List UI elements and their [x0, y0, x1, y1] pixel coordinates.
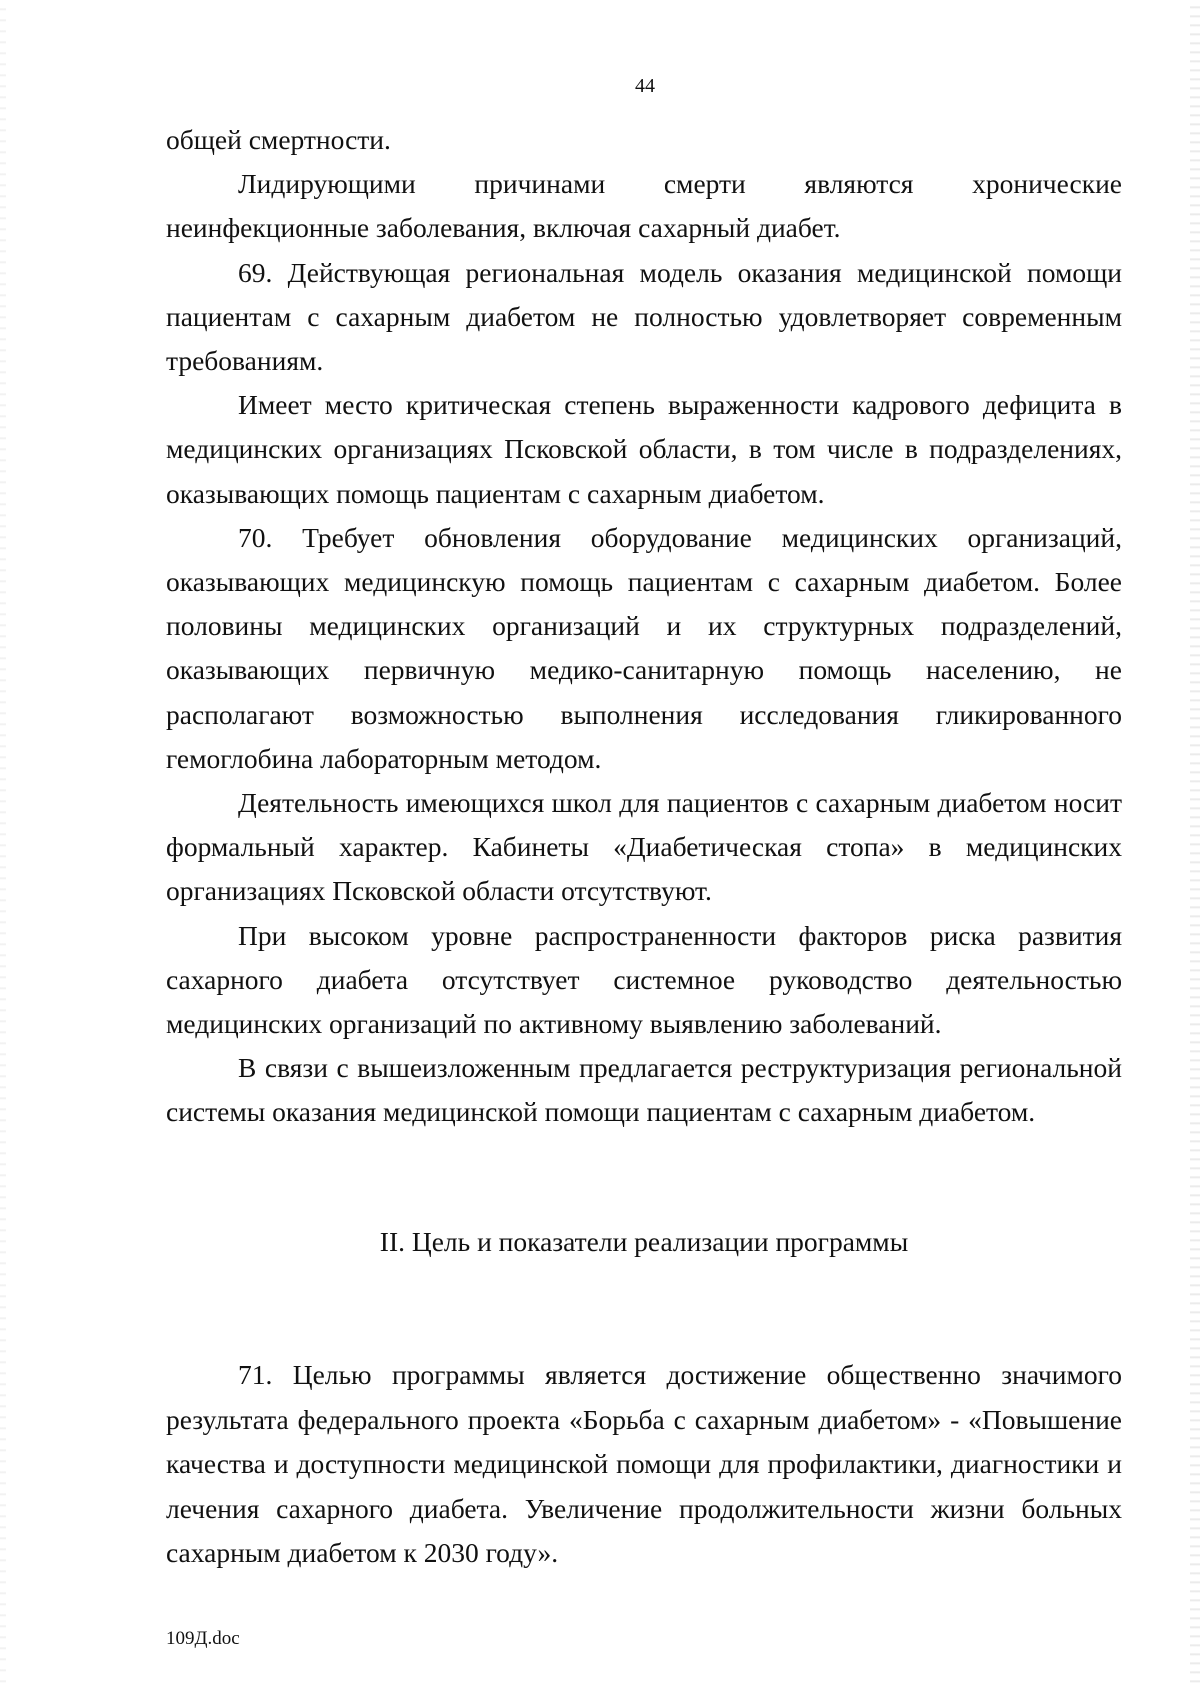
- paragraph: В связи с вышеизложенным предлагается реструктуризация региональной системы оказания медицинской помощи пациентам с сахарным диабетом.: [166, 1052, 1122, 1128]
- paragraph: Лидирующими причинами смерти являются хронические неинфекционные заболевания, включая сахарный диабет.: [166, 168, 1122, 244]
- paragraph: При высоком уровне распространенности факторов риска развития сахарного диабета отсутствует системное руководство деятельностью медицинских организаций по активному выявлению заболеваний.: [166, 919, 1122, 1040]
- footer-filename: 109Д.doc: [166, 1628, 240, 1649]
- paragraph-69: 69. Действующая региональная модель оказания медицинской помощи пациентам с сахарным диабетом не полностью удовлетворяет современным требованиям.: [166, 256, 1122, 377]
- section-heading: II. Цель и показатели реализации программы: [379, 1226, 909, 1257]
- paragraph-70: 70. Требует обновления оборудование медицинских организаций, оказывающих медицинскую помощь пациентам с сахарным диабетом. Более половины медицинских организаций и их структурных подразделений, оказывающих первичную медико-санитарную помощь населению, не располагают возможностью выполнения исследования гликированного гемоглобина лабораторным методом.: [166, 521, 1122, 774]
- page-number: 44: [635, 75, 655, 97]
- scan-edge-left: [0, 0, 6, 1686]
- section-body-text: [166, 1353, 1122, 1576]
- body-text: [166, 118, 1122, 1135]
- paragraph-71: 71. Целью программы является достижение общественно значимого результата федерального проекта «Борьба с сахарным диабетом» - «Повышение качества и доступности медицинской помощи для профилактики, диагностики и лечения сахарного диабета. Увеличение продолжительности жизни больных сахарным диабетом к 2030 году».: [166, 1359, 1122, 1568]
- paragraph-continuation: общей смертности.: [166, 124, 391, 155]
- paragraph: Деятельность имеющихся школ для пациентов с сахарным диабетом носит формальный характер. Кабинеты «Диабетическая стопа» в медицинских организациях Псковской области отсутствуют.: [166, 787, 1122, 907]
- scan-edge-right: [1190, 0, 1200, 1686]
- paragraph: Имеет место критическая степень выраженности кадрового дефицита в медицинских организациях Псковской области, в том числе в подразделениях, оказывающих помощь пациентам с сахарным диабетом.: [166, 389, 1122, 509]
